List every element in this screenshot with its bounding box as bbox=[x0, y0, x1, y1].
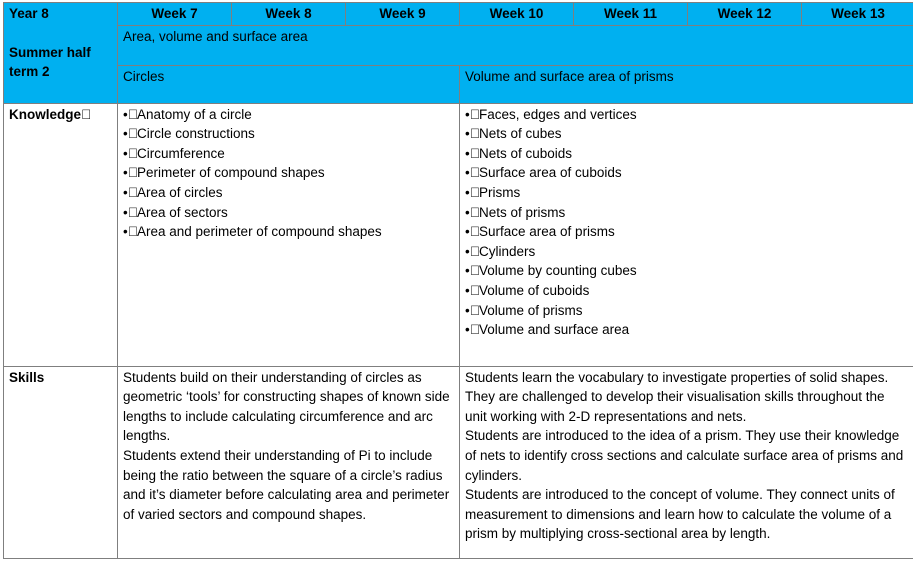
knowledge-item-text: Area of sectors bbox=[137, 204, 228, 220]
skills-paragraph: Students build on their understanding of circles as geometric ‘tools’ for constructing shapes of known side lengths to include calculating circumference and arc lengths. bbox=[123, 369, 450, 444]
topic-prisms: Volume and surface area of prisms bbox=[460, 65, 913, 103]
topic-circles: Circles bbox=[118, 65, 460, 103]
knowledge-list-circles bbox=[123, 105, 454, 242]
bullet-icon: • bbox=[465, 302, 470, 318]
knowledge-item bbox=[123, 124, 454, 144]
knowledge-item-text: Circle constructions bbox=[137, 126, 255, 142]
week-header: Week 9 bbox=[346, 3, 460, 26]
year-term-cell bbox=[4, 3, 118, 104]
week-header: Week 10 bbox=[460, 3, 574, 26]
knowledge-label: Knowledge bbox=[4, 103, 118, 366]
skills-prisms-cell bbox=[460, 366, 913, 558]
knowledge-item-text: Circumference bbox=[137, 145, 225, 161]
bullet-icon: • bbox=[465, 145, 470, 161]
knowledge-item bbox=[123, 163, 454, 183]
knowledge-item bbox=[123, 144, 454, 164]
skills-circles-cell bbox=[118, 366, 460, 558]
bullet-icon: • bbox=[465, 243, 470, 259]
bullet-icon: • bbox=[465, 204, 470, 220]
knowledge-item bbox=[465, 203, 909, 223]
bullet-icon: • bbox=[123, 204, 128, 220]
knowledge-item-text: Nets of prisms bbox=[479, 204, 566, 220]
week-header: Week 11 bbox=[574, 3, 688, 26]
bullet-icon: • bbox=[123, 184, 128, 200]
bullet-icon: • bbox=[123, 165, 128, 181]
knowledge-item-text: Prisms bbox=[479, 184, 521, 200]
bullet-icon: • bbox=[465, 282, 470, 298]
knowledge-prisms-cell bbox=[460, 103, 913, 366]
bullet-icon: • bbox=[123, 126, 128, 142]
bullet-icon: • bbox=[465, 224, 470, 240]
knowledge-item bbox=[123, 183, 454, 203]
knowledge-item bbox=[123, 222, 454, 242]
knowledge-item bbox=[465, 183, 909, 203]
knowledge-list-prisms bbox=[465, 105, 909, 340]
week-header: Week 8 bbox=[232, 3, 346, 26]
knowledge-item-text: Area of circles bbox=[137, 184, 223, 200]
knowledge-item-text: Perimeter of compound shapes bbox=[137, 165, 325, 181]
knowledge-item-text: Volume of prisms bbox=[479, 302, 583, 318]
knowledge-circles-cell bbox=[118, 103, 460, 366]
bullet-icon: • bbox=[465, 165, 470, 181]
week-header: Week 12 bbox=[688, 3, 802, 26]
knowledge-item bbox=[123, 203, 454, 223]
skills-paragraph: Students are introduced to the idea of a prism. They use their knowledge of nets to identify cross sections and calculate surface area of prisms and cylinders. bbox=[465, 428, 904, 483]
bullet-icon: • bbox=[465, 322, 470, 338]
skills-paragraph: Students learn the vocabulary to investigate properties of solid shapes. They are challenged to develop their visualisation skills throughout the unit working with 2-D representations and nets. bbox=[465, 369, 889, 424]
bullet-icon: • bbox=[123, 106, 128, 122]
knowledge-item-text: Area and perimeter of compound shapes bbox=[137, 224, 382, 240]
scheme-of-work-table bbox=[3, 2, 913, 559]
knowledge-item-text: Volume of cuboids bbox=[479, 282, 590, 298]
knowledge-item-text: Surface area of prisms bbox=[479, 224, 615, 240]
term-label: Summer half term 2 bbox=[9, 44, 91, 80]
bullet-icon: • bbox=[465, 184, 470, 200]
knowledge-item bbox=[123, 105, 454, 125]
bullet-icon: • bbox=[465, 126, 470, 142]
knowledge-item-text: Anatomy of a circle bbox=[137, 106, 252, 122]
knowledge-item bbox=[465, 222, 909, 242]
skills-paragraph: Students extend their understanding of Pi to include being the ratio between the square of a circle’s radius and it’s diameter before calculating area and perimeter of varied sectors and compound shapes. bbox=[123, 447, 450, 522]
knowledge-item-text: Volume by counting cubes bbox=[479, 263, 637, 279]
knowledge-item bbox=[465, 261, 909, 281]
knowledge-item-text: Surface area of cuboids bbox=[479, 165, 622, 181]
knowledge-item-text: Cylinders bbox=[479, 243, 536, 259]
knowledge-item bbox=[465, 320, 909, 340]
bullet-icon: • bbox=[465, 106, 470, 122]
knowledge-item-text: Nets of cuboids bbox=[479, 145, 573, 161]
knowledge-item bbox=[465, 281, 909, 301]
bullet-icon: • bbox=[465, 263, 470, 279]
knowledge-item bbox=[465, 144, 909, 164]
skills-paragraph: Students are introduced to the concept of volume. They connect units of measurement to dimensions and learn how to calculate the volume of a prism by multiplying cross-sectional area by length. bbox=[465, 487, 895, 542]
knowledge-item-text: Faces, edges and vertices bbox=[479, 106, 637, 122]
knowledge-item bbox=[465, 163, 909, 183]
unit-title: Area, volume and surface area bbox=[118, 25, 913, 65]
knowledge-item bbox=[465, 242, 909, 262]
knowledge-item bbox=[465, 124, 909, 144]
bullet-icon: • bbox=[123, 145, 128, 161]
skills-label: Skills bbox=[4, 366, 118, 558]
knowledge-item-text: Nets of cubes bbox=[479, 126, 562, 142]
week-header: Week 13 bbox=[802, 3, 913, 26]
week-header: Week 7 bbox=[118, 3, 232, 26]
knowledge-item bbox=[465, 301, 909, 321]
bullet-icon: • bbox=[123, 224, 128, 240]
knowledge-item bbox=[465, 105, 909, 125]
knowledge-item-text: Volume and surface area bbox=[479, 322, 630, 338]
year-label: Year 8 bbox=[9, 6, 49, 21]
